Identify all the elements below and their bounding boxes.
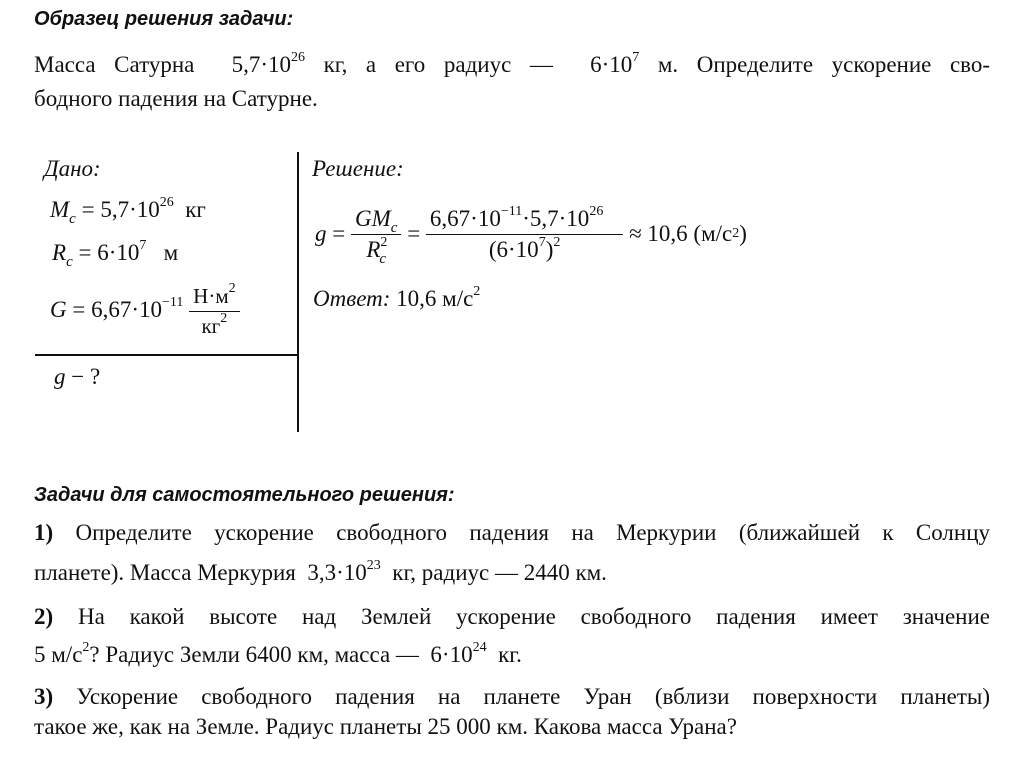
task-2 <box>34 600 990 672</box>
G-unit-den-exp: 2 <box>220 311 228 326</box>
task-3-number: 3) <box>34 684 54 709</box>
task-2-text3: кг. <box>498 642 522 667</box>
formula-eq2: = <box>407 221 421 246</box>
solution-label: Решение: <box>312 156 404 181</box>
task-2-text2: ? Радиус Земли 6400 км, масса — <box>89 642 419 667</box>
G-exp: −11 <box>162 294 184 310</box>
task-3-line1 <box>34 680 990 714</box>
given-radius <box>52 238 179 270</box>
frac1-num: GM <box>354 205 391 231</box>
formula-g: g <box>315 221 327 246</box>
task-2-line1 <box>34 600 990 634</box>
formula-eq1: = <box>332 221 346 246</box>
text: м. Определите ускорение сво- <box>657 52 991 77</box>
solution-answer <box>313 286 480 312</box>
G-unit-num-exp: 2 <box>228 281 236 296</box>
mass-eq: = 5,7·10 <box>81 197 160 222</box>
text: кг, а его радиус — <box>323 52 553 77</box>
task-1-number: 1) <box>34 520 54 545</box>
find-question: − ? <box>71 364 101 389</box>
frac2-den-close: ) <box>545 236 554 262</box>
mercury-mass-exp: 23 <box>366 558 381 573</box>
mass-unit: кг <box>185 197 206 222</box>
frac2-num-b: ·5,7·10 <box>522 205 590 231</box>
answer-exp: 2 <box>473 284 481 299</box>
mass-sub: c <box>69 211 76 227</box>
answer-label: Ответ: <box>313 286 391 311</box>
task-1 <box>34 516 990 590</box>
sample-problem-line1 <box>34 48 990 82</box>
frac2-num-exp2: 26 <box>589 203 604 219</box>
given-mass <box>50 195 206 227</box>
task-1-text3: кг, радиус — 2440 км. <box>392 560 607 585</box>
tasks-heading: Задачи для самостоятельного решения: <box>34 484 455 506</box>
radius-unit: м <box>163 240 179 265</box>
answer-value: 10,6 м/с <box>396 286 474 311</box>
formula-frac1 <box>351 205 401 267</box>
frac2-den-a: (6·10 <box>488 236 539 262</box>
task-3 <box>34 680 990 744</box>
task-2-number: 2) <box>34 604 54 629</box>
frac1-den-sub: c <box>379 250 387 267</box>
task-3-text: Ускорение свободного падения на планете Уран (вблизи поверхности планеты) <box>76 684 991 709</box>
table-vertical-divider <box>297 152 299 432</box>
frac2-num-exp1: −11 <box>500 203 523 219</box>
task-1-line2 <box>34 556 990 590</box>
frac2-num-a: 6,67·10 <box>429 205 501 231</box>
task-1-text: Определите ускорение свободного падения на Меркурии (ближайшей к Солнцу <box>75 520 990 545</box>
G-unit-num: Н·м <box>193 284 229 308</box>
sample-problem <box>34 48 990 116</box>
task-1-text2: планете). Масса Меркурия <box>34 560 296 585</box>
formula-result: ≈ 10,6 (м/с <box>629 221 733 246</box>
task-2-accel-exp: 2 <box>82 640 90 655</box>
task-1-line1 <box>34 516 990 550</box>
earth-mass: 6·10 <box>430 642 473 667</box>
given-gravconst <box>50 281 240 339</box>
G-unit-den: кг <box>201 314 221 338</box>
G-unit-fraction <box>189 281 239 339</box>
G-var: G <box>50 296 67 322</box>
G-eq: = 6,67·10 <box>72 296 163 322</box>
text: Масса Сатурна <box>34 52 195 77</box>
radius-exp: 7 <box>139 238 147 253</box>
find-var: g <box>54 364 66 389</box>
saturn-radius-exp: 7 <box>632 50 640 65</box>
earth-mass-exp: 24 <box>472 640 487 655</box>
saturn-mass-exp: 26 <box>290 50 305 65</box>
given-find <box>54 364 100 390</box>
task-2-line2 <box>34 638 990 672</box>
radius-var: R <box>52 240 67 265</box>
formula-result-close: ) <box>739 221 747 246</box>
task-2-text: На какой высоте над Землей ускорение свободного падения имеет значение <box>77 604 990 629</box>
mass-exp: 26 <box>159 195 174 210</box>
frac1-den: R <box>366 236 381 262</box>
mercury-mass: 3,3·10 <box>307 560 367 585</box>
given-divider <box>35 354 298 356</box>
saturn-mass-value: 5,7·10 <box>231 52 291 77</box>
task-3-line2: такое же, как на Земле. Радиус планеты 25 000 км. Какова масса Урана? <box>34 714 737 739</box>
radius-eq: = 6·10 <box>78 240 140 265</box>
task-2-accel: 5 м/с <box>34 642 83 667</box>
frac2-den-exp: 7 <box>538 234 546 250</box>
mass-var: M <box>50 197 70 222</box>
frac2-den-sq: 2 <box>553 234 561 250</box>
solution-formula: g = $\frac{GM_c}{R^2_c}$ = $\frac{6,67\cdot 10^{-11}\cdot 5,7\cdot 10^{26}}{(6\cdot 10^7)^2}$ ≈ 10,6 (м/с 2 ) <box>315 203 747 267</box>
radius-sub: c <box>66 254 73 270</box>
frac1-den-exp: 2 <box>380 234 388 250</box>
sample-heading: Образец решения задачи: <box>34 8 294 30</box>
given-label: Дано: <box>44 156 101 181</box>
saturn-radius-value: 6·10 <box>590 52 633 77</box>
formula-frac2 <box>426 203 623 263</box>
sample-problem-line2: бодного падения на Сатурне. <box>34 86 318 111</box>
frac1-num-sub: c <box>390 219 398 236</box>
